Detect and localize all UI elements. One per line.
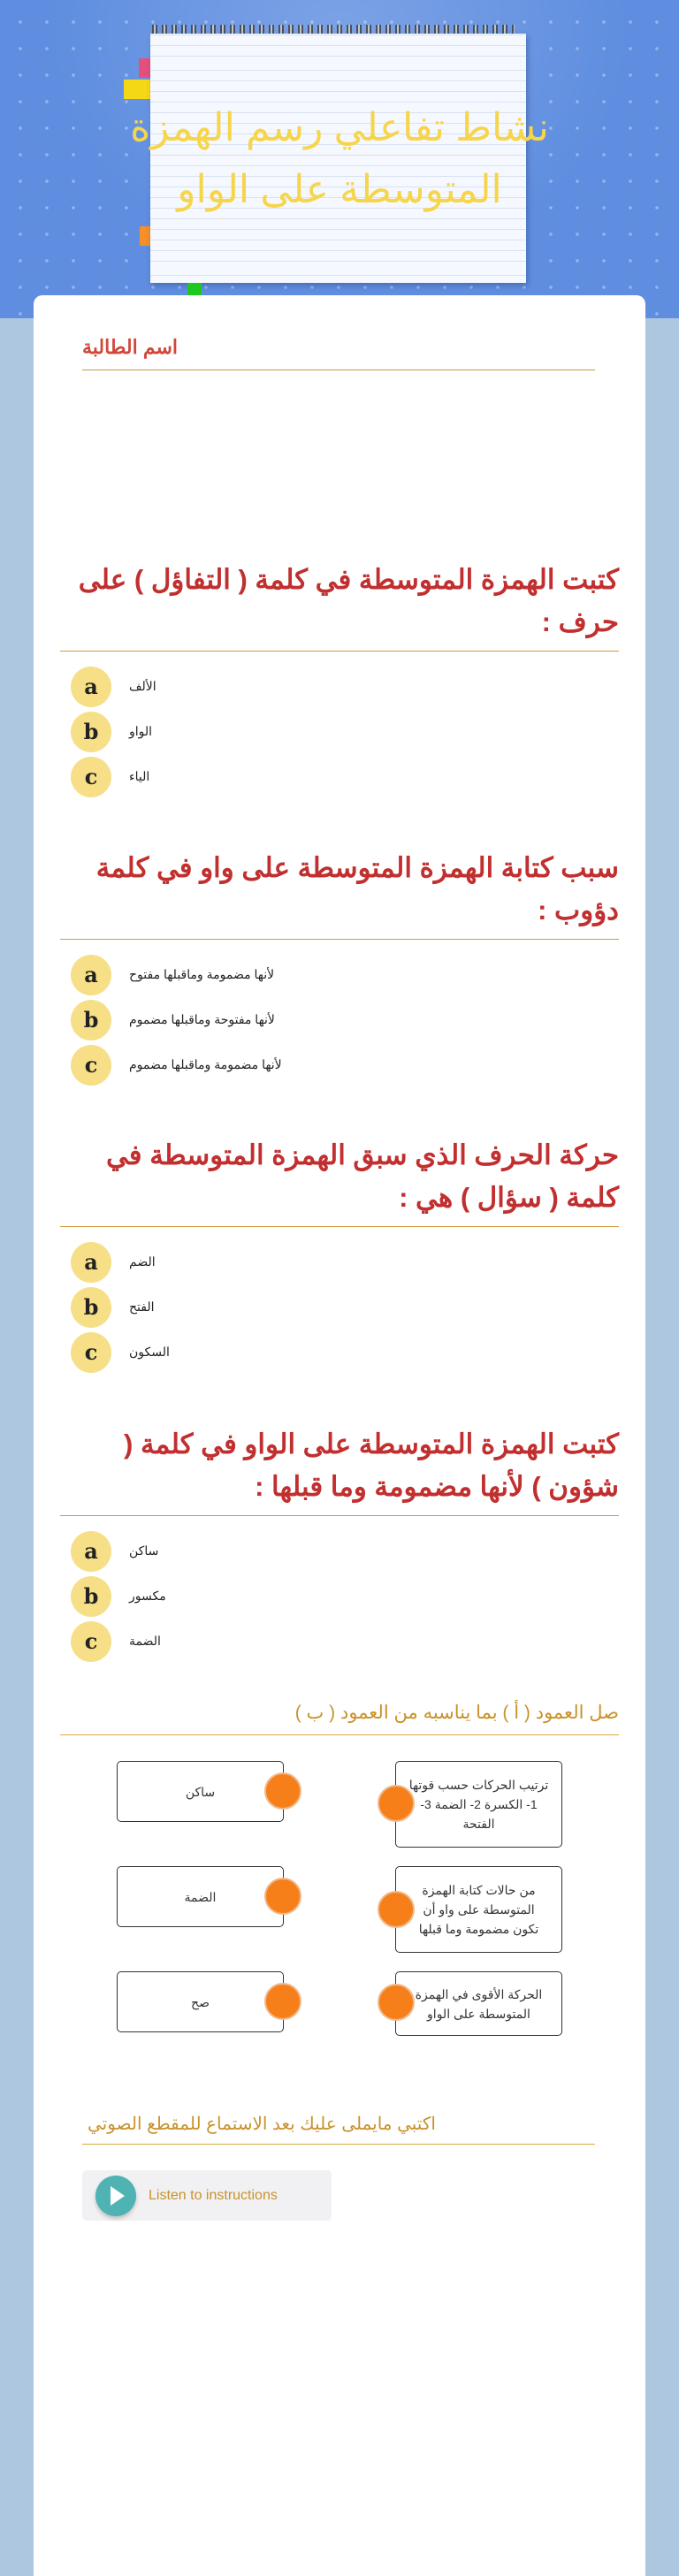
question-1 [60, 559, 619, 799]
option-letter-badge: a [71, 955, 111, 995]
option-text: لأنها مفتوحة وماقبلها مضموم [129, 1012, 275, 1026]
option-c[interactable] [60, 1619, 619, 1664]
question-text: كتبت الهمزة المتوسطة في كلمة ( التفاؤل ) على حرف : [60, 559, 619, 652]
match-right-box-1: ترتيب الحركات حسب قوتها 1- الكسرة 2- الضمة 3- الفتحة [395, 1761, 562, 1848]
option-text: الواو [129, 724, 153, 738]
option-letter-badge: c [71, 757, 111, 797]
option-c[interactable] [60, 1042, 619, 1087]
question-4 [60, 1423, 619, 1664]
option-a[interactable] [60, 952, 619, 997]
option-b[interactable] [60, 1284, 619, 1330]
option-text: الألف [129, 679, 156, 693]
question-text: حركة الحرف الذي سبق الهمزة المتوسطة في كلمة ( سؤال ) هي : [60, 1134, 619, 1227]
match-connector-right-3[interactable] [378, 1984, 415, 2021]
option-b[interactable] [60, 1574, 619, 1619]
match-connector-left-3[interactable] [264, 1983, 301, 2020]
play-icon [95, 2176, 136, 2216]
option-a[interactable] [60, 1528, 619, 1574]
option-text: السكون [129, 1345, 170, 1359]
question-2 [60, 847, 619, 1087]
option-letter-badge: b [71, 1287, 111, 1328]
option-text: الضم [129, 1254, 156, 1269]
option-c[interactable] [60, 1330, 619, 1375]
option-letter-badge: c [71, 1332, 111, 1373]
option-letter-badge: c [71, 1621, 111, 1662]
option-b[interactable] [60, 709, 619, 754]
notebook-tab-yellow [124, 80, 152, 99]
match-left-box-2: الضمة [117, 1866, 284, 1927]
option-letter-badge: b [71, 712, 111, 752]
audio-button-label: Listen to instructions [149, 2187, 278, 2203]
header-banner [0, 0, 679, 318]
option-letter-badge: a [71, 1531, 111, 1572]
option-letter-badge: b [71, 1576, 111, 1617]
match-right-box-3: الحركة الأقوى في الهمزة المتوسطة على الواو [395, 1971, 562, 2036]
match-connector-right-2[interactable] [378, 1891, 415, 1928]
option-b[interactable] [60, 997, 619, 1042]
match-right-box-2: من حالات كتابة الهمزة المتوسطة على واو أن تكون مضمومة وما قبلها [395, 1866, 562, 1953]
option-a[interactable] [60, 1239, 619, 1284]
option-text: لأنها مضمومة وماقبلها مفتوح [129, 967, 275, 981]
matching-title: صل العمود ( أ ) بما يناسبه من العمود ( ب ) [60, 1702, 619, 1735]
question-text: كتبت الهمزة المتوسطة على الواو في كلمة ( شؤون ) لأنها مضمومة وما قبلها : [60, 1423, 619, 1516]
match-connector-left-1[interactable] [264, 1772, 301, 1810]
option-text: ساكن [129, 1543, 159, 1558]
student-name-label: اسم الطالبة [82, 336, 179, 358]
match-left-box-3: صح [117, 1971, 284, 2032]
match-left-box-1: ساكن [117, 1761, 284, 1822]
student-name-field[interactable] [82, 329, 595, 370]
option-a[interactable] [60, 664, 619, 709]
dictation-title-text: اكتبي مايملى عليك بعد الاستماع للمقطع الصوتي [88, 2115, 436, 2134]
option-text: الياء [129, 769, 150, 783]
question-text: سبب كتابة الهمزة المتوسطة على واو في كلمة دؤوب : [60, 847, 619, 940]
option-letter-badge: a [71, 1242, 111, 1283]
option-text: مكسور [129, 1589, 166, 1603]
option-text: الضمة [129, 1634, 161, 1648]
dictation-title [82, 2113, 595, 2145]
option-letter-badge: c [71, 1045, 111, 1086]
option-letter-badge: a [71, 667, 111, 707]
page-title: نشاط تفاعلي رسم الهمزة المتوسطة على الواو [130, 106, 549, 211]
match-connector-right-1[interactable] [378, 1785, 415, 1822]
option-text: لأنها مضمومة وماقبلها مضموم [129, 1057, 282, 1071]
option-text: الفتح [129, 1299, 155, 1314]
match-connector-left-2[interactable] [264, 1878, 301, 1915]
option-c[interactable] [60, 754, 619, 799]
option-letter-badge: b [71, 1000, 111, 1040]
question-3 [60, 1134, 619, 1375]
listen-to-instructions-button[interactable] [82, 2170, 332, 2221]
